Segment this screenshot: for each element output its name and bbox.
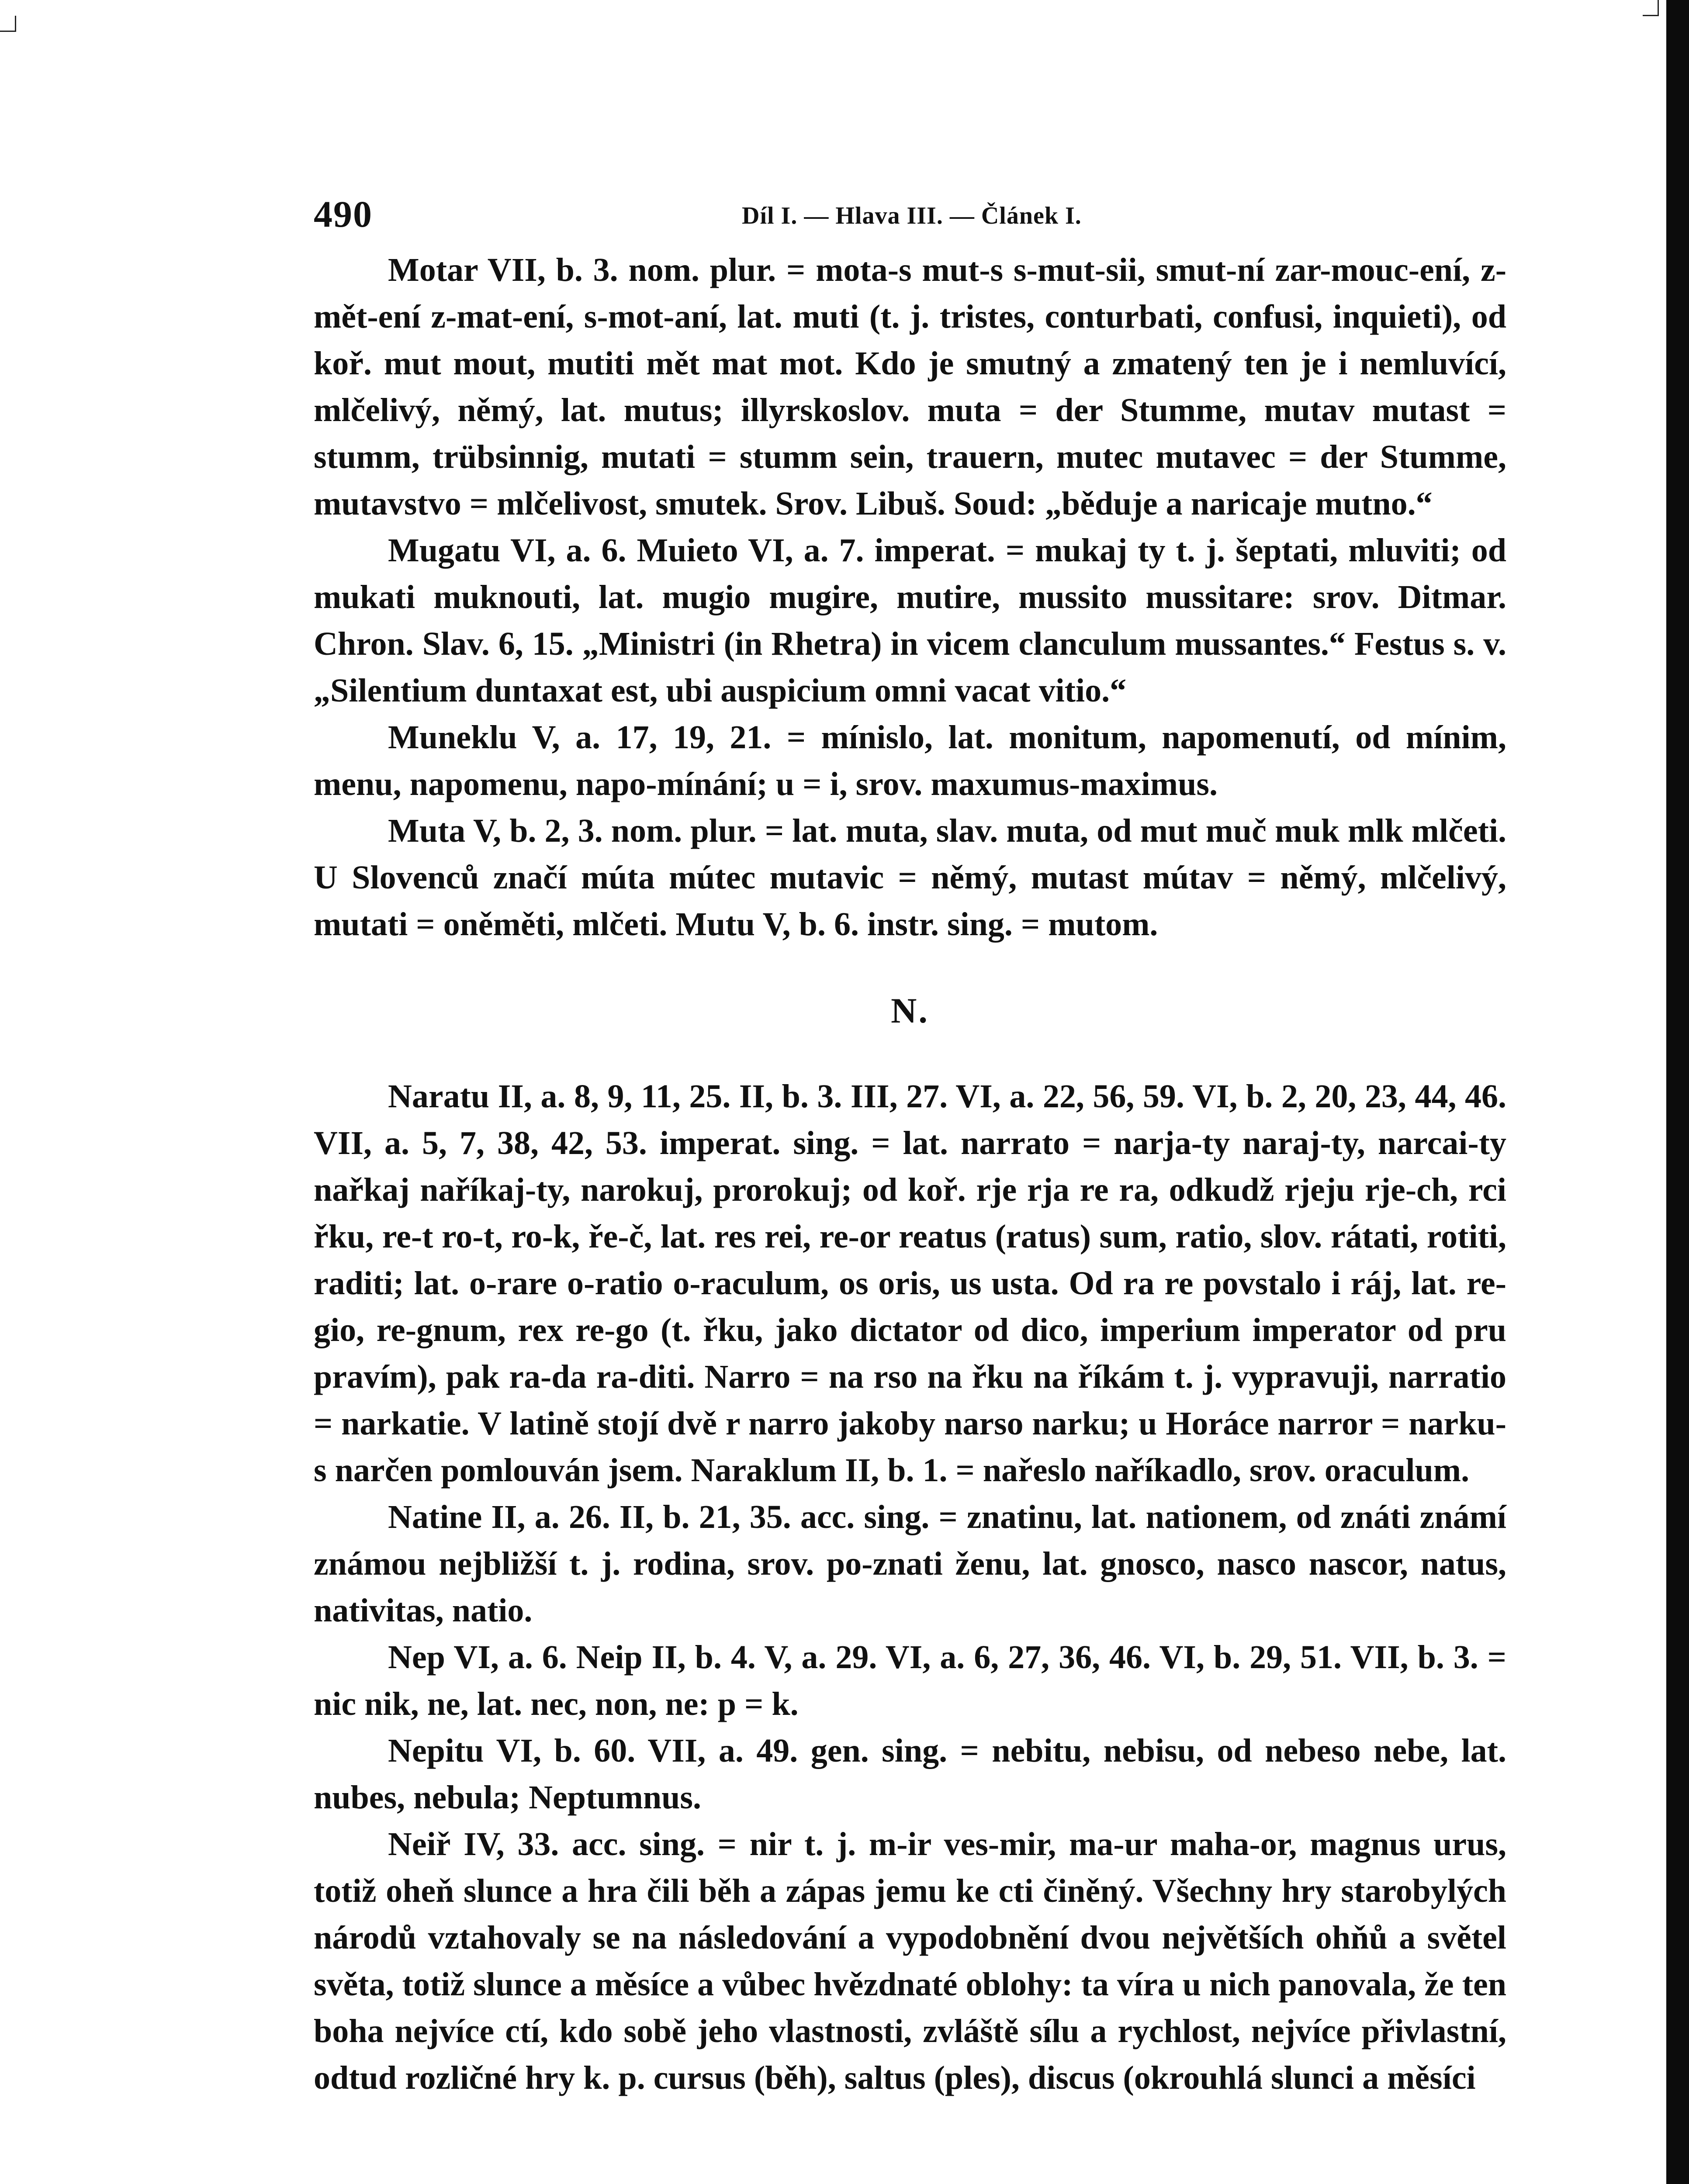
entry-motar: Motar VII, b. 3. nom. plur. = mota-s mut-s s-mut-sii, smut-ní zar-mouc-ení, z-mět-ení z-mat-ení, s-mot-aní, lat. muti (t. j. tristes, conturbati, confusi, inquieti), od koř. mut mout, mutiti mět mat mot. Kdo je smutný a zmatený ten je i nemluvící, mlčelivý, němý, lat. mutus; illyrskoslov. muta = der Stumme, mutav mutast = stumm, trübsinnig, mutati = stumm sein, trauern, mutec mutavec = der Stumme, mutavstvo = mlčelivost, smutek. Srov. Libuš. Soud: „běduje a naricaje mutno.“ [314, 252, 1506, 522]
entry-neir: Neiř IV, 33. acc. sing. = nir t. j. m-ir ves-mir, ma-ur maha-or, magnus urus, totiž oheň slunce a hra čili běh a zápas jemu ke cti činěný. Všechny hry starobylých národů vztahovaly se na následování a vypodobnění dvou největších ohňů a světel světa, totiž slunce a měsíce a vůbec hvězdnaté oblohy: ta víra u nich panovala, že ten boha nejvíce ctí, kdo sobě jeho vlastnosti, zvláště sílu a rychlost, nejvíce přivlastní, odtud rozličné hry k. p. cursus (běh), saltus (ples), discus (okrouhlá slunci a měsíci [314, 1826, 1506, 2096]
page-number: 490 [314, 193, 373, 235]
entry-natine: Natine II, a. 26. II, b. 21, 35. acc. sing. = znatinu, lat. nationem, od znáti známí známou nejbližší t. j. rodina, srov. po-znati ženu, lat. gnosco, nasco nascor, natus, nativitas, natio. [314, 1499, 1506, 1629]
entry-nepitu: Nepitu VI, b. 60. VII, a. 49. gen. sing. = nebitu, nebisu, od nebeso nebe, lat. nubes, nebula; Neptumnus. [314, 1732, 1506, 1816]
page-body [314, 247, 1506, 2101]
entry-muta: Muta V, b. 2, 3. nom. plur. = lat. muta, slav. muta, od mut muč muk mlk mlčeti. U Slovenců značí múta mútec mutavic = němý, mutast mútav = němý, mlčelivý, mutati = oněměti, mlčeti. Mutu V, b. 6. instr. sing. = mutom. [314, 812, 1506, 943]
scan-border-right [1666, 0, 1689, 2184]
running-head: Díl I. — Hlava III. — Článek I. [742, 202, 1082, 229]
page-header [314, 192, 1506, 240]
entry-muneklu: Muneklu V, a. 17, 19, 21. = mínislo, lat. monitum, napomenutí, od mínim, menu, napomenu, napo-mínání; u = i, srov. maxumus-maximus. [314, 719, 1506, 802]
entry-naratu: Naratu II, a. 8, 9, 11, 25. II, b. 3. III, 27. VI, a. 22, 56, 59. VI, b. 2, 20, 23, 44, 46. VII, a. 5, 7, 38, 42, 53. imperat. sing. = lat. narrato = narja-ty naraj-ty, narcai-ty nařkaj naříkaj-ty, narokuj, prorokuj; od koř. rje rja re ra, odkudž rjeju rje-ch, rci řku, re-t ro-t, ro-k, ře-č, lat. res rei, re-or reatus (ratus) sum, ratio, slov. rátati, rotiti, raditi; lat. o-rare o-ratio o-raculum, os oris, us usta. Od ra re povstalo i ráj, lat. re-gio, re-gnum, rex re-go (t. řku, jako dictator od dico, imperium imperator od pru pravím), pak ra-da ra-diti. Narro = na rso na řku na říkám t. j. vypravuji, narratio = narkatie. V latině stojí dvě r narro jakoby narso narku; u Horáce narror = narku-s narčen pomlouván jsem. Naraklum II, b. 1. = nařeslo naříkadlo, srov. oraculum. [314, 1078, 1506, 1489]
section-letter-n: N. [891, 991, 929, 1030]
crop-mark-left [0, 16, 16, 32]
entry-nep: Nep VI, a. 6. Neip II, b. 4. V, a. 29. VI, a. 6, 27, 36, 46. VI, b. 29, 51. VII, b. 3. = nic nik, ne, lat. nec, non, ne: p = k. [314, 1639, 1506, 1722]
entry-mugatu: Mugatu VI, a. 6. Muieto VI, a. 7. imperat. = mukaj ty t. j. šeptati, mluviti; od mukati muknouti, lat. mugio mugire, mutire, mussito mussitare: srov. Ditmar. Chron. Slav. 6, 15. „Ministri (in Rhetra) in vicem clanculum mussantes.“ Festus s. v. „Silentium duntaxat est, ubi auspicium omni vacat vitio.“ [314, 532, 1506, 709]
crop-mark-top [1643, 0, 1659, 16]
